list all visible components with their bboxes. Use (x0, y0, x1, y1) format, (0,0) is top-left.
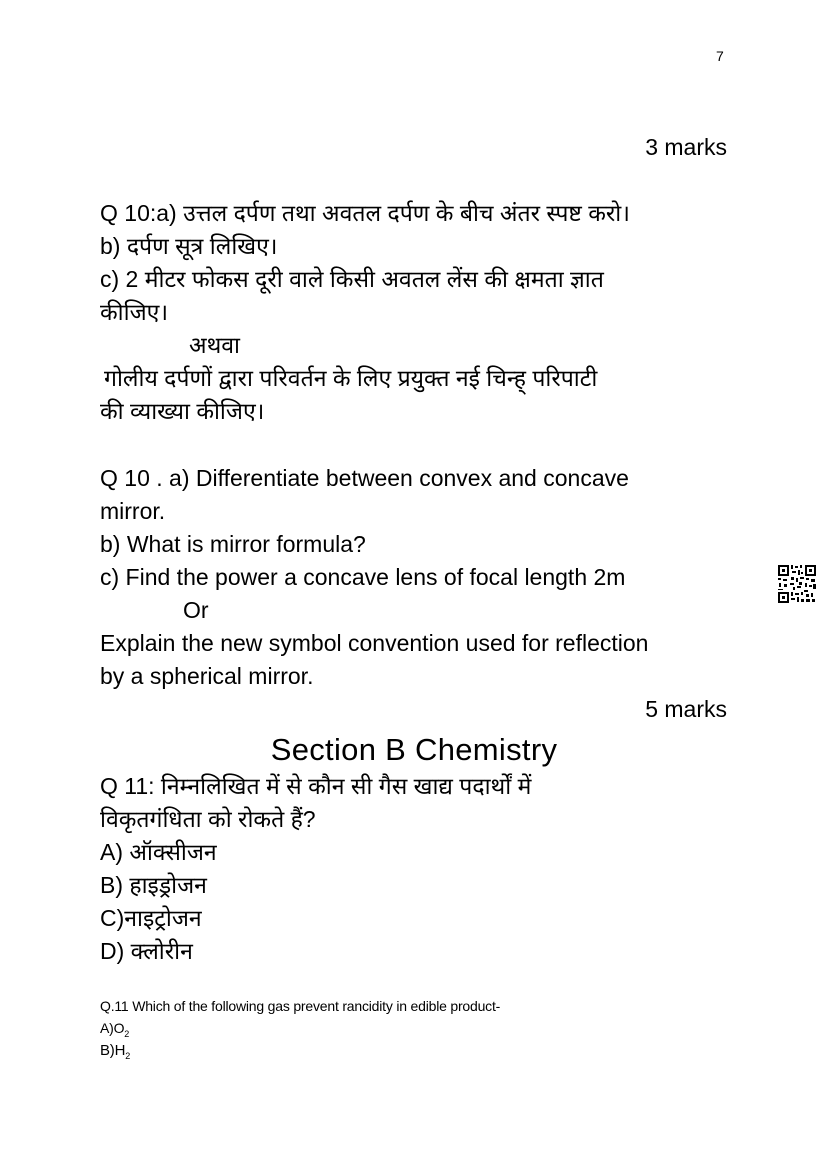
q10-hindi-alt-line1: गोलीय दर्पणों द्वारा परिवर्तन के लिए प्रयुक्त नई चिन्ह् परिपाटी (104, 365, 598, 391)
section-heading: Section B Chemistry (270, 732, 558, 767)
q10-hindi-part-c-line1: c) 2 मीटर फोकस दूरी वाले किसी अवतल लेंस की क्षमता ज्ञात (100, 266, 604, 292)
q10-english-part-b: b) What is mirror formula? (100, 531, 366, 557)
page-number: 7 (716, 48, 724, 64)
option-a-subscript: 2 (124, 1028, 130, 1039)
q10-english-alt-line2: by a spherical mirror. (100, 663, 314, 689)
q11-english-option-b (100, 1041, 130, 1066)
q10-english-part-a-line2: mirror. (100, 498, 166, 524)
option-a-label: A)O (100, 1020, 125, 1036)
q11-hindi-option-a: A) ऑक्सीजन (100, 839, 217, 865)
q10-marks: 5 marks (645, 696, 727, 722)
q11-hindi-question-line2: विकृतगंधिता को रोकते हैं? (100, 806, 316, 832)
option-b-label: B)H (100, 1042, 126, 1059)
q11-hindi-question-line1: Q 11: निम्नलिखित में से कौन सी गैस खाद्य पदार्थों में (100, 773, 532, 799)
option-b-subscript: 2 (125, 1051, 131, 1061)
q11-english-option-a (100, 1018, 129, 1044)
q10-english-alt-line1: Explain the new symbol convention used for reflection (100, 630, 649, 656)
q11-english-question: Q.11 Which of the following gas prevent rancidity in edible product- (100, 998, 501, 1014)
q10-english-part-a-line1: Q 10 . a) Differentiate between convex and concave (100, 465, 629, 491)
q11-hindi-option-c: C)नाइट्रोजन (100, 905, 202, 931)
q10-hindi-alt-line2: की व्याख्या कीजिए। (100, 398, 265, 424)
q10-hindi-or: अथवा (189, 332, 241, 358)
q10-english-or: Or (183, 597, 209, 623)
q10-english-part-c: c) Find the power a concave lens of focal length 2m (100, 564, 626, 590)
q11-hindi-option-b: B) हाइड्रोजन (100, 872, 207, 898)
q9-marks: 3 marks (645, 134, 727, 160)
q10-hindi-part-b: b) दर्पण सूत्र लिखिए। (100, 233, 278, 259)
q11-hindi-option-d: D) क्लोरीन (100, 938, 193, 964)
qr-code-icon (777, 564, 817, 604)
q10-hindi-part-a: Q 10:a) उत्तल दर्पण तथा अवतल दर्पण के बीच अंतर स्पष्ट करो। (100, 200, 630, 226)
q10-hindi-part-c-line2: कीजिए। (100, 299, 169, 325)
